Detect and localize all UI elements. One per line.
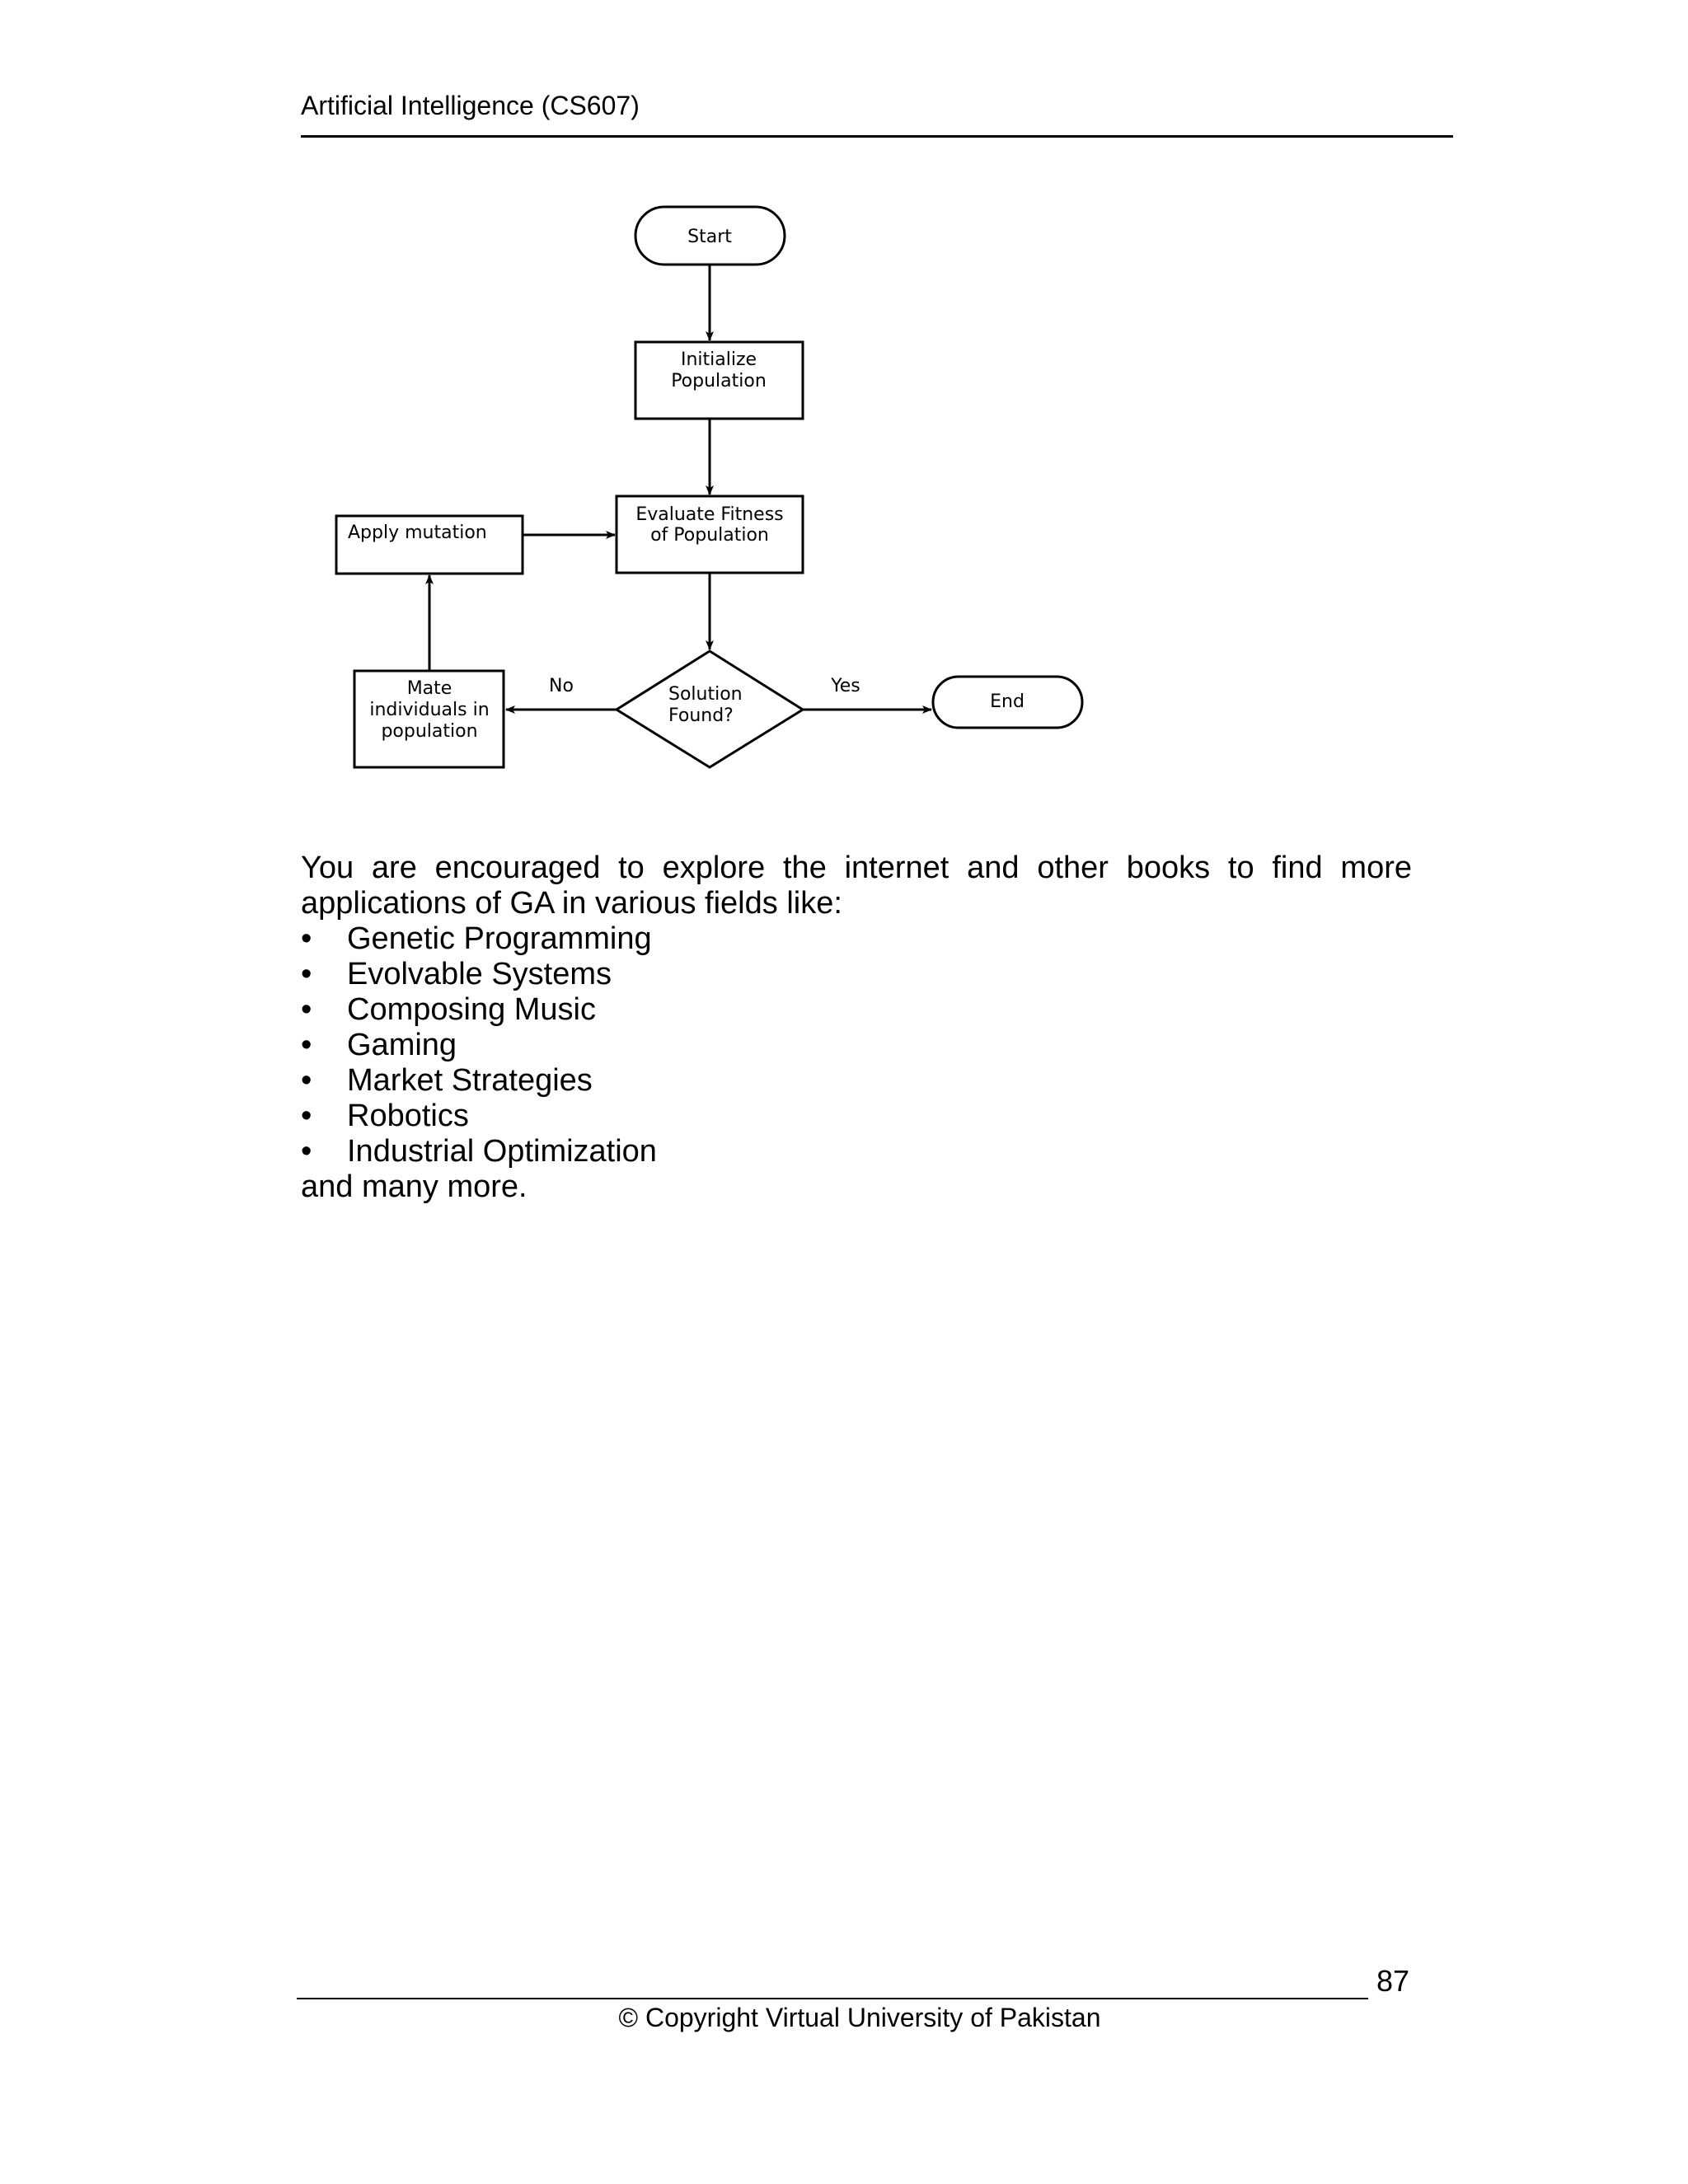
intro-paragraph: You are encouraged to explore the internet and other books to find more applications of GA in various fields like: <box>301 851 1412 921</box>
mate-node-label-line2: individuals in <box>369 700 490 720</box>
end-node <box>933 677 1082 728</box>
copyright-notice: © Copyright Virtual University of Pakistan <box>618 2003 1101 2032</box>
list-item <box>301 1063 657 1099</box>
mate-individuals-node <box>354 671 504 767</box>
start-node-label: Start <box>687 227 732 247</box>
list-item-text: Industrial Optimization <box>347 1134 657 1169</box>
edge-label-yes: Yes <box>831 676 860 696</box>
list-item-text: Gaming <box>347 1028 457 1062</box>
initialize-node-label-line1: Initialize <box>680 349 757 370</box>
page-header-title: Artificial Intelligence (CS607) <box>301 91 640 120</box>
decision-label-line1: Solution <box>668 684 743 705</box>
list-item <box>301 1028 657 1063</box>
start-node <box>635 207 785 265</box>
list-item-text: Market Strategies <box>347 1063 593 1098</box>
initialize-node-label-line2: Population <box>671 371 767 391</box>
list-item <box>301 1134 657 1169</box>
evaluate-node-label-line2: of Population <box>650 525 769 546</box>
evaluate-fitness-node <box>617 496 803 573</box>
list-item <box>301 921 657 957</box>
footer-divider <box>297 1998 1368 1999</box>
list-item-text: Composing Music <box>347 992 596 1027</box>
bullet-icon: • <box>301 1028 312 1062</box>
page-number: 87 <box>1376 1964 1410 1998</box>
list-item <box>301 957 657 992</box>
evaluate-node-label-line1: Evaluate Fitness <box>635 504 784 525</box>
solution-found-decision <box>617 651 803 767</box>
bullet-icon: • <box>301 992 312 1027</box>
bullet-icon: • <box>301 1134 312 1169</box>
edge-label-no: No <box>549 676 574 696</box>
decision-label-line2: Found? <box>668 705 734 726</box>
mate-node-label-line1: Mate <box>406 678 452 699</box>
list-item <box>301 992 657 1028</box>
closing-line: and many more. <box>301 1169 528 1204</box>
mate-node-label-line3: population <box>381 721 478 742</box>
mutation-node-label: Apply mutation <box>348 523 487 543</box>
end-node-label: End <box>990 691 1025 712</box>
list-item-text: Genetic Programming <box>347 921 652 956</box>
bullet-icon: • <box>301 1063 312 1098</box>
bullet-icon: • <box>301 1099 312 1133</box>
list-item-text: Evolvable Systems <box>347 957 612 991</box>
bullet-icon: • <box>301 957 312 991</box>
ga-flowchart <box>0 0 1688 824</box>
initialize-population-node <box>635 342 803 419</box>
applications-list <box>301 921 657 1169</box>
list-item <box>301 1099 657 1134</box>
list-item-text: Robotics <box>347 1099 469 1133</box>
bullet-icon: • <box>301 921 312 956</box>
apply-mutation-node <box>336 516 523 574</box>
